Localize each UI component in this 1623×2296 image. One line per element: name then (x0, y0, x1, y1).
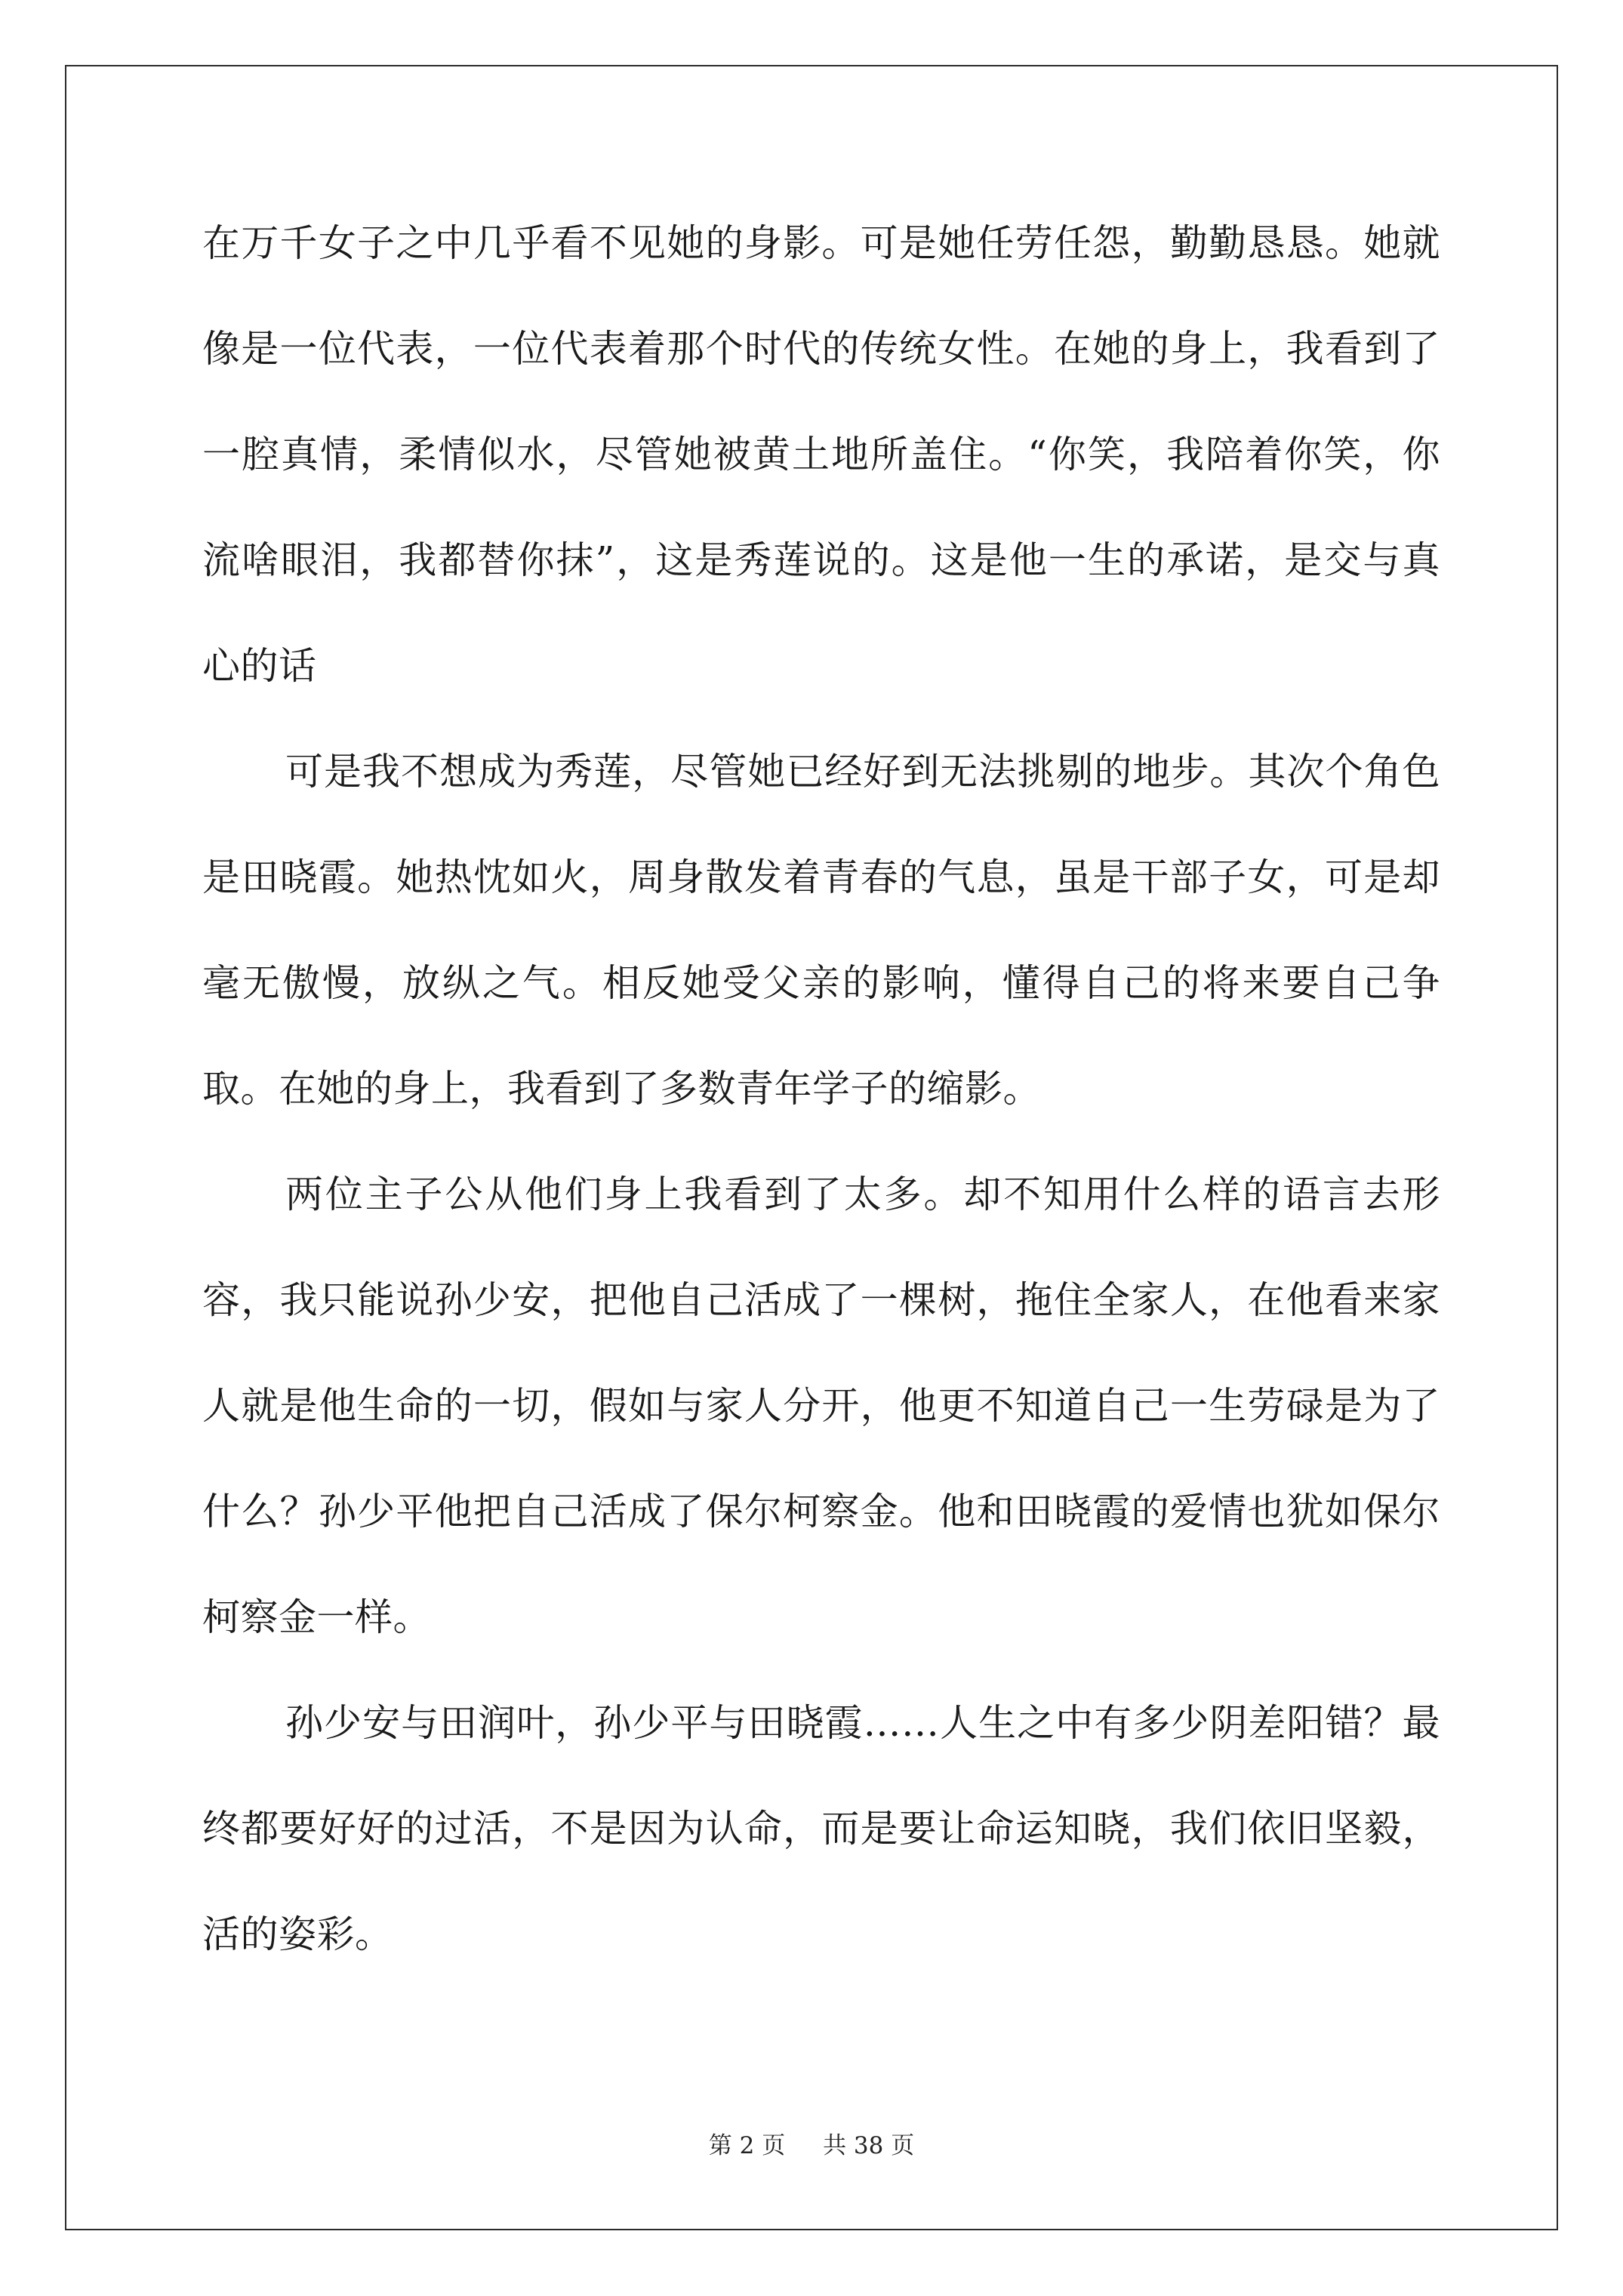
paragraph-4: 孙少安与田润叶，孙少平与田晓霞……人生之中有多少阴差阳错？最终都要好好的过活，不是因为认命，而是要让命运知晓，我们依旧坚毅，活的姿彩。 (202, 1701, 1440, 1956)
page-footer (0, 2131, 1623, 2161)
paragraph-1: 在万千女子之中几乎看不见她的身影。可是她任劳任怨，勤勤恳恳。她就像是一位代表，一位代表着那个时代的传统女性。在她的身上，我看到了一腔真情，柔情似水，尽管她被黄土地所盖住。“你笑，我陪着你笑，你流啥眼泪，我都替你抹”，这是秀莲说的。这是他一生的承诺，是交与真心的话 (202, 221, 1440, 688)
page-total: 共 38 页 (823, 2132, 915, 2159)
paragraph-3: 两位主子公从他们身上我看到了太多。却不知用什么样的语言去形容，我只能说孙少安，把他自己活成了一棵树，拖住全家人，在他看来家人就是他生命的一切，假如与家人分开，他更不知道自己一生劳碌是为了什么？孙少平他把自己活成了保尔柯察金。他和田晓霞的爱情也犹如保尔柯察金一样。 (202, 1173, 1440, 1639)
document-body (202, 190, 1440, 1987)
page-number: 第 2 页 (708, 2132, 786, 2159)
paragraph-2: 可是我不想成为秀莲，尽管她已经好到无法挑剔的地步。其次个角色是田晓霞。她热忱如火，周身散发着青春的气息，虽是干部子女，可是却毫无傲慢，放纵之气。相反她受父亲的影响，懂得自己的将来要自己争取。在她的身上，我看到了多数青年学子的缩影。 (202, 750, 1440, 1111)
